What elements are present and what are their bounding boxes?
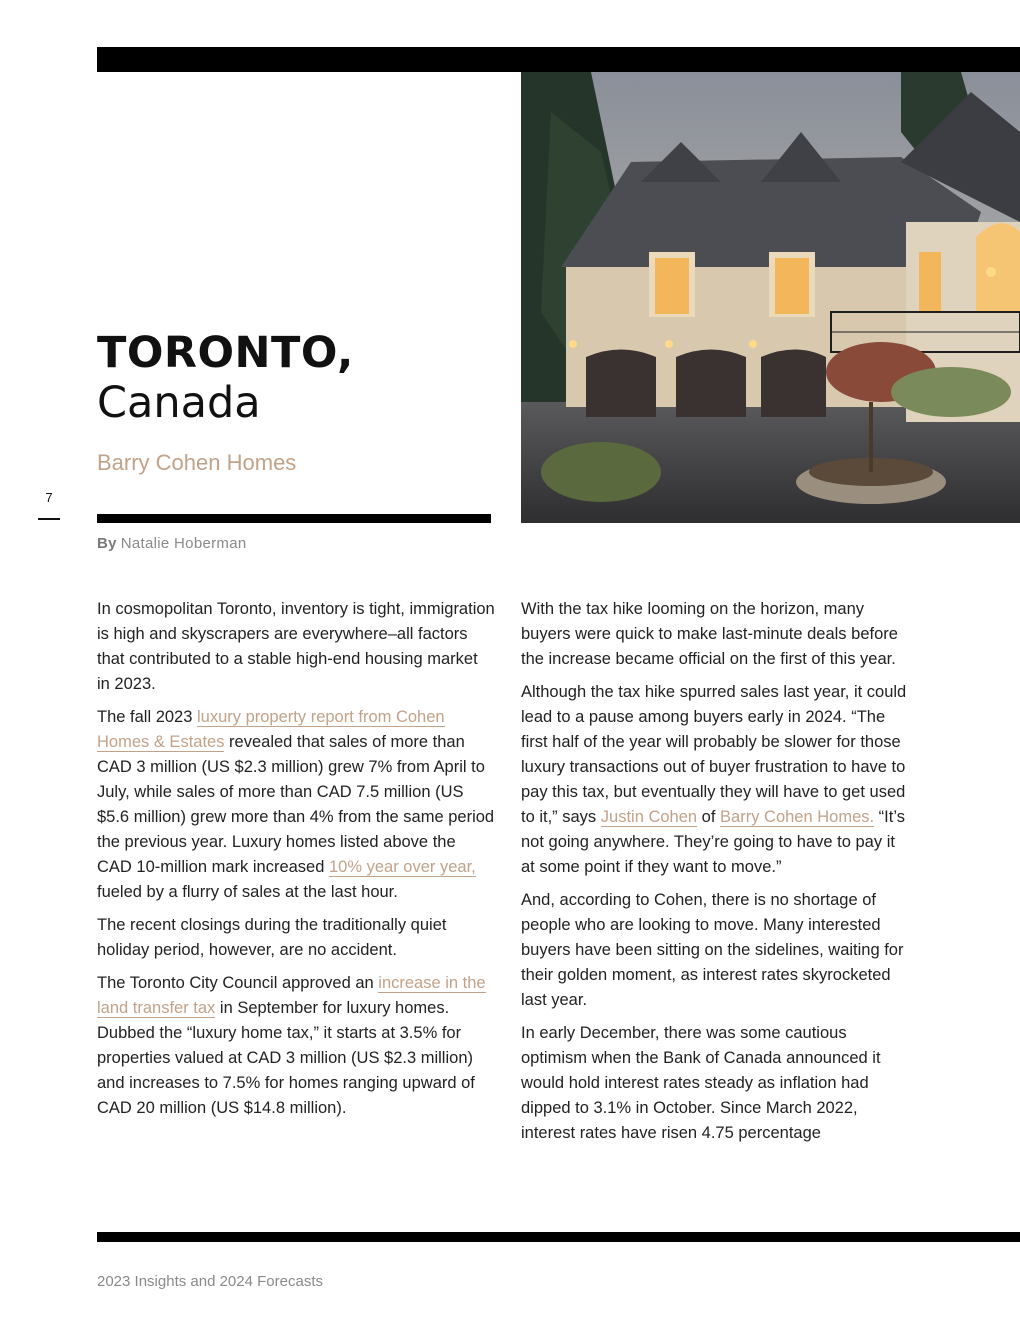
text-run: Although the tax hike spurred sales last year, it could lead to a pause among buyers early in 2024. “The first half of the year will probably be slower for those luxury transactions out of buyer frustration to have to pay this tax, but eventually they will have to get used to it,” says bbox=[521, 683, 907, 826]
land-transfer-tax-link[interactable]: increase in the land transfer tax bbox=[97, 974, 486, 1017]
paragraph bbox=[97, 705, 495, 905]
paragraph bbox=[97, 971, 495, 1121]
title-city: TORONTO, bbox=[97, 328, 354, 378]
bottom-rule bbox=[97, 1232, 1020, 1242]
mansion-illustration bbox=[521, 72, 1020, 523]
text-run: revealed that sales of more than CAD 3 million (US $2.3 million) grew 7% from April to July, while sales of more than CAD 7.5 million (US $5.6 million) grew more than 4% from the same period the previous year. Luxury homes listed above the CAD 10-million mark increased bbox=[97, 733, 495, 876]
paragraph: In cosmopolitan Toronto, inventory is tight, immigration is high and skyscrapers are everywhere–all factors that contributed to a stable high-end housing market in 2023. bbox=[97, 600, 495, 693]
justin-cohen-link[interactable]: Justin Cohen bbox=[600, 808, 698, 826]
text-run: of bbox=[697, 808, 721, 826]
year-over-year-link[interactable]: 10% year over year, bbox=[329, 858, 476, 876]
paragraph: In early December, there was some cautious optimism when the Bank of Canada announced it would hold interest rates steady as inflation had dipped to 3.1% in October. Since March 2022, interest rates have risen 4.75 percentage bbox=[521, 1024, 881, 1142]
text-run: “It’s not going anywhere. They’re going to have to pay it at some point if they want to move.” bbox=[521, 808, 905, 876]
page-number-rule bbox=[38, 518, 60, 520]
paragraph: And, according to Cohen, there is no shortage of people who are looking to move. Many interested buyers have been sitting on the sidelines, waiting for their golden moment, as interest rates skyrocketed last year. bbox=[521, 891, 904, 1009]
text-run: in September for luxury homes. Dubbed the “luxury home tax,” it starts at 3.5% for properties valued at CAD 3 million (US $2.3 million) and increases to 7.5% for homes ranging upward of CAD 20 million (US $14.8 million). bbox=[97, 999, 475, 1117]
barry-cohen-homes-link[interactable]: Barry Cohen Homes. bbox=[720, 808, 875, 826]
title-country: Canada bbox=[97, 378, 261, 428]
byline bbox=[97, 534, 246, 554]
title-rule bbox=[97, 514, 491, 523]
text-run: The Toronto City Council approved an bbox=[97, 974, 379, 992]
article-title bbox=[97, 328, 491, 428]
footer-text: 2023 Insights and 2024 Forecasts bbox=[97, 1273, 323, 1290]
right-column bbox=[521, 597, 913, 1154]
page-number: 7 bbox=[45, 490, 53, 505]
luxury-report-link[interactable]: luxury property report from Cohen Homes & Estates bbox=[97, 708, 445, 751]
company-name: Barry Cohen Homes bbox=[97, 450, 297, 475]
paragraph: With the tax hike looming on the horizon, many buyers were quick to make last-minute deals before the increase became official on the first of this year. bbox=[521, 600, 898, 668]
top-rule bbox=[97, 47, 1020, 72]
paragraph bbox=[521, 680, 913, 880]
text-run: fueled by a flurry of sales at the last hour. bbox=[97, 883, 398, 901]
byline-prefix: By bbox=[97, 535, 117, 552]
hero-photo bbox=[521, 72, 1020, 523]
text-run: The fall 2023 bbox=[97, 708, 197, 726]
left-column bbox=[97, 597, 495, 1129]
byline-author: Natalie Hoberman bbox=[120, 535, 247, 552]
paragraph: The recent closings during the traditionally quiet holiday period, however, are no accident. bbox=[97, 916, 447, 959]
